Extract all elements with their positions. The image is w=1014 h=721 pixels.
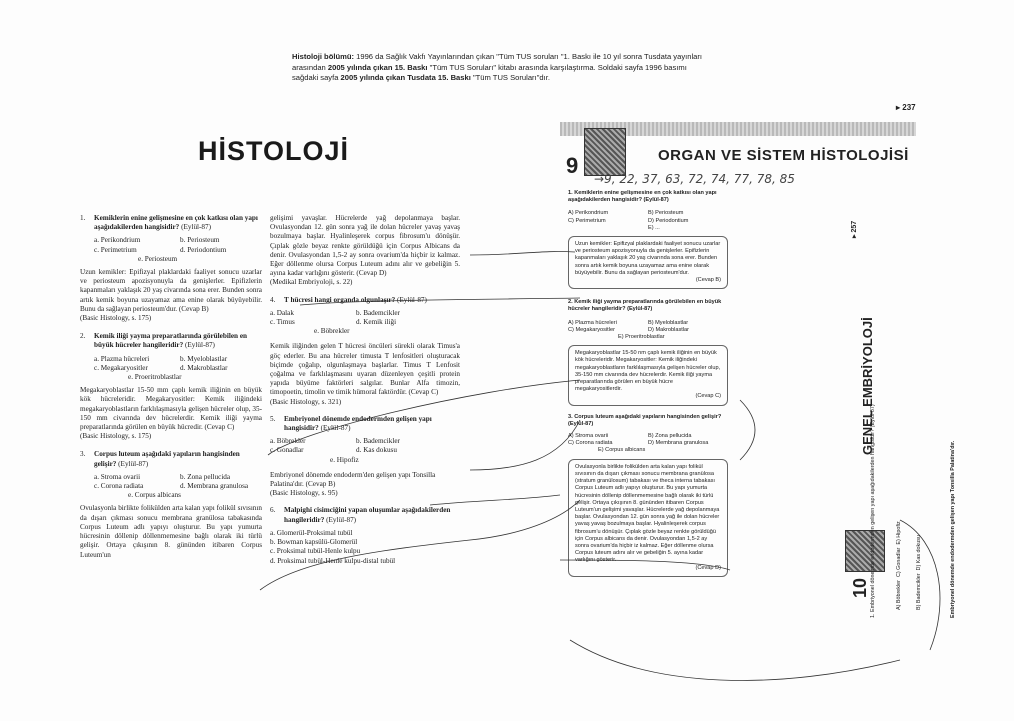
reference-1: (Basic Histology, s. 175)	[80, 314, 152, 323]
explanation-text: Uzun kemikler: Epifizyal plaklardaki faaliyet sonucu uzarlar ve periosteum apozisyonuyla da genişlerler. Epifizlerin kapanmaları yaklaşık 20 yaş civarında sona erer. Bunden sonra artık kemik boyuna uzayamaz ama enine olarak büyüyebilir. Bunu da sağlayan periosteum'dur.	[575, 241, 721, 276]
option: d. Periodontium	[180, 245, 227, 254]
annotation-line	[268, 380, 580, 455]
option: B) Myeloblastlar	[648, 319, 689, 326]
annotation-line	[470, 252, 575, 255]
question-date: (Eylül-87)	[568, 420, 594, 427]
option: C) Gonadlar	[896, 547, 902, 578]
option: c. Perimetrium	[94, 245, 137, 254]
option: d. Proksimal tubül-Henle kulpu-distal tubül	[270, 556, 396, 565]
question-number: 6.	[270, 506, 276, 515]
annotation-line	[470, 420, 580, 470]
question-number: 1.	[80, 214, 86, 222]
option: c. Megakaryositler	[94, 363, 148, 372]
question-date: (Eylül-87)	[326, 515, 357, 524]
explanation-3-continued: gelişimi yavaşlar. Hücrelerde yağ depolanmaya başlar. Ovulasyondan 12. gün sonra yağ ile dolan hücreler yavaş yavaş bozulmaya başlar. Hyalinleşerek corpus fibrosum'u dönüşür. Çıplak gözle beyaz renkte görüldüğü için Corpus Albicans da denir. Ovulasyondan 1,5-2 ay sonra ovarium'da hiçbir iz kalmaz. Eğer döllenme olursa Corpus Luteum adını alır ve gebeliğin 5. ayına kadar varlığını gösterir. (Cevap D)	[270, 214, 460, 278]
annotation-curve	[570, 640, 900, 680]
strip-page-number: ▸ 257	[851, 220, 858, 238]
option: C) Corona radiata	[568, 440, 613, 447]
option: e. Corpus albicans	[128, 491, 181, 500]
option: B) Bademcikler	[916, 573, 922, 610]
intro-label: Histoloji bölümü:	[292, 52, 355, 61]
option: B) Periosteum	[648, 210, 684, 217]
option: A) Perikondrium	[568, 210, 609, 217]
option: A) Böbrekler	[896, 580, 902, 610]
left-page-title: HİSTOLOJİ	[198, 136, 350, 166]
option: c. Timus	[270, 318, 295, 327]
question-date: (Eylül-87)	[396, 295, 427, 304]
option: d. Makroblastlar	[180, 363, 228, 372]
option: E) Corpus albicans	[598, 447, 646, 454]
explanation-text: Megakaryoblastlar 15-50 nm çaplı kemik iliğinin en büyük kök hücreleridir. Megakaryositler: Kemik iliğindeki megakaryoblastların farklılaşmasıyla gelişen hücreler olup, 35-150 mm civarında dev hücrelerdir. Kemik iliği yayma preparatlarında görülen en büyük hücre megakaryositlerdir.	[575, 350, 721, 393]
reference-5: (Basic Histology, s. 95)	[270, 489, 338, 498]
strip-chapter-number-text: 10	[850, 577, 870, 598]
option: c. Proksimal tubül-Henle kulpu	[270, 547, 361, 556]
question-text: Kemik iliği yayma preparatlarında görülebilen en büyük hücreler hangileridir?	[94, 332, 248, 350]
option: D) Kas dokusu	[916, 535, 922, 571]
right-page-number: ▸ 237	[896, 103, 916, 112]
question-date: (Eylül-87)	[627, 306, 653, 313]
option: A) Plazma hücreleri	[568, 319, 617, 326]
annotation-line	[430, 495, 560, 505]
explanation-2: Megakaryoblastlar 15-50 mm çaplı kemik iliğinin en büyük kök hücreleridir. Megakaryositler: Kemik iliğindeki megakaryoblastların farklılaşmasıyla gelişen hücreler olup, 35-150 mm civarında dev hücrelerdir. Kemik iliği yayma preparatlarında görülen en büyük hücredir. (Cevap C)	[80, 386, 262, 432]
intro-text-2: "Tüm TUS Soruları" kitabı arasında karşılaştırma. Soldaki sayfa 1996 basımı sağdaki sayfa	[292, 62, 687, 82]
option: d. Kemik iliği	[356, 318, 397, 327]
annotation-line	[260, 500, 580, 590]
question-number: 2.	[80, 332, 86, 341]
option: b. Bademcikler	[356, 437, 400, 446]
explanation-3: Ovulasyonla birlikte folikülden arta kalan yapı folikül sıvısının da dışarı çıkması sonucu membrana granülosa tabakasında Corpus Luteum adlı yapıyı oluşturur. Bu yapı yumurta hücresinin döllenip döllenmemesine bağlı olarak iki türlü gelişir. Ortaya çıkışının 8. gününden itibaren Corpus Luteum'un	[80, 504, 262, 559]
question-text: 2. Kemik iliği yayma preparatlarında görülebilen en büyük hücreler hangileridir?	[568, 299, 722, 313]
question-text: 3. Corpus luteum aşağıdaki yapıların hangisinden gelişir?	[568, 413, 722, 420]
option: E) Hipofiz	[896, 521, 902, 545]
option: e. Hipofiz	[330, 455, 359, 464]
strip-title-text: GENEL EMBRİYOLOJİ	[860, 317, 875, 455]
question-text: 1. Kemiklerin enine gelişmesine en çok katkısı olan yapı aşağıdakilerden hangisidir?	[568, 190, 717, 204]
chapter-title: ORGAN VE SİSTEM HİSTOLOJİSİ	[658, 147, 909, 164]
option: e. Periosteum	[138, 254, 178, 263]
question-date: (Eylül-87)	[320, 424, 351, 433]
option: b. Bowman kapsülü-Glomerül	[270, 538, 358, 547]
option: b. Zona pellucida	[180, 472, 231, 481]
page-number-text: 237	[902, 103, 916, 112]
annotation-line	[560, 560, 730, 570]
option: a. Glomerül-Proksimal tubül	[270, 528, 353, 537]
option: b. Myeloblastlar	[180, 354, 228, 363]
strip-question-text: 1. Embriyonel dönemde endodermden gelişen yapı aşağıdakilerden hangisidir? (Eylül-87)	[870, 404, 876, 618]
intro-bold-2: 2005 yılında çıkan Tusdata 15. Baskı	[340, 73, 471, 82]
annotation-curve	[740, 400, 755, 460]
option: E) ...	[648, 224, 660, 231]
annotation-line	[300, 295, 580, 305]
intro-text-3: "Tüm TUS Soruları"dır.	[470, 73, 550, 82]
option: B) Zona pellucida	[648, 433, 692, 440]
strip-page-number-text: 257	[851, 220, 858, 233]
option: d. Kas dokusu	[356, 446, 397, 455]
question-text: Embriyonel dönemde endodermden gelişen yapı hangisidir?	[284, 414, 432, 433]
reference-3: (Medikal Embriyoloji, s. 22)	[270, 278, 353, 287]
option: a. Stroma ovarii	[94, 472, 141, 481]
question-number: 5.	[270, 414, 276, 423]
reference-2: (Basic Histology, s. 175)	[80, 432, 152, 441]
chapter-number: 9	[566, 153, 579, 178]
intro-bold-1: 2005 yılında çıkan 15. Baskı	[327, 62, 428, 72]
question-text: T hücresi hangi organda olgunlaşır?	[284, 295, 396, 304]
answer: (Cevap C)	[695, 393, 721, 400]
option: e. Böbrekler	[314, 327, 350, 336]
explanation-4: Kemik iliğinden gelen T hücresi öncüleri sürekli olarak Timus'a göç ederler. Bu ana hücreler timusta T lenfositleri oluşturacak biçimde çoğalıp, olgunlaşmaya başlarlar. Timus T Lenfosit çoğalma ve farklılaşmasını uyaran düzenleyen çeşitli protein yapıda büyüme faktörleri salgılar. Bunlar Alfa timozin, timopoetin, timolin ve timik hümoral faktördür. (Cevap C)	[270, 342, 460, 397]
option: D) Periodontium	[648, 217, 689, 224]
option: a. Dalak	[270, 308, 294, 317]
option: d. Membrana granulosa	[180, 482, 249, 491]
option: C) Megakaryositler	[568, 326, 615, 333]
option: D) Makroblastlar	[648, 326, 690, 333]
answer: (Cevap D)	[695, 564, 721, 571]
option: b. Periosteum	[180, 236, 220, 245]
option: c. Gonadlar	[270, 446, 304, 455]
question-date: (Eylül-87)	[643, 197, 669, 204]
option: a. Perikondrium	[94, 236, 141, 245]
option: e. Proeritroblastlar	[128, 373, 182, 382]
option: C) Perimetrium	[568, 217, 606, 224]
question-date: (Eylül-87)	[181, 223, 212, 232]
intro-text-1: 1996 da Sağlık Vakfı Yayınlarından çıkan "Tüm TUS soruları "1. Baskı ile 10 yıl sonra Tusdata yayınları arasından	[292, 52, 703, 72]
option: D) Membrana granulosa	[648, 440, 709, 447]
question-date: (Eylül-87)	[185, 341, 215, 350]
annotation-curve	[900, 520, 940, 650]
question-number: 4.	[270, 295, 276, 304]
reference-4: (Basic Histology, s. 321)	[270, 397, 342, 406]
answer: (Cevap B)	[695, 277, 721, 284]
option: a. Böbrekler	[270, 437, 306, 446]
option: A) Stroma ovarii	[568, 433, 609, 440]
option: E) Proeritroblastlar	[618, 334, 665, 341]
explanation-5: Embriyonel dönemde endoderm'den gelişen yapı Tonsilla Palatina'dır. (Cevap B)	[270, 470, 436, 489]
explanation-text: Ovulasyonla birlikte folikülden arta kalan yapı folikül sıvısının da dışarı çıkması sonucu membrana granülosa (stratum granülosum) tabakası ve theca interna tabakası Corpus Luteum adlı yapıyı oluşturur. Bu yapı yumurta hücresinin döllenip döllenmemesine bağlı olarak iki türlü gelişir. Ortaya çıkışının 8. gününden itibaren Corpus Luteum'un gelişimi yavaşlar. Hücrelerde yağ depolanmaya başlar. Ovulasyondan 12. gün sonra yağ ile dolan hücreler yavaş yavaş bozulmaya başlar. Hyalinleşerek corpus fibrosum'u dönüşür. Çıplak gözle beyaz renkte görüldüğü için Corpus albicans da denir. Ovulasyondan 1,5-2 ay sonra ovarium'da hiçbir iz kalmaz. Eğer döllenme olursa Corpus luteum adını alır ve gebeliğin 5. ayına kadar varlığını gösterir.	[575, 463, 720, 564]
question-number: 3.	[80, 450, 86, 459]
handwritten-question-numbers: →9, 22, 37, 63, 72, 74, 77, 78, 85	[594, 172, 795, 186]
option: a. Plazma hücreleri	[94, 354, 150, 363]
strip-explanation-text: Embriyonel dönemde endodermden gelişen yapı Tonsilla Palatina'dır.	[950, 440, 956, 618]
option: c. Corona radiata	[94, 482, 144, 491]
question-date: (Eylül-87)	[118, 459, 149, 468]
question-text: Kemiklerin enine gelişmesine en çok katkısı olan yapı aşağıdakilerden hangisidir?	[94, 214, 258, 232]
question-text: Corpus luteum aşağıdaki yapıların hangisinden gelişir?	[94, 450, 240, 468]
explanation-1: Uzun kemikler: Epifizyal plaklardaki faaliyet sonucu uzarlar ve periosteum apozisyonuyla da genişlerler. Epifizlerin kapanmaları yaklaşık 20 yaş civarında sona erer. Bunden sonra artık kemik boyuna uzayamaz ama enine olarak büyüyebilir. Bunu da sağlayan periosteum'dur. (Cevap B)	[80, 268, 262, 313]
question-text: Malpighi cisimciğini yapan oluşumlar aşağıdakilerden hangileridir?	[284, 506, 451, 524]
option: b. Bademcikler	[356, 308, 400, 317]
